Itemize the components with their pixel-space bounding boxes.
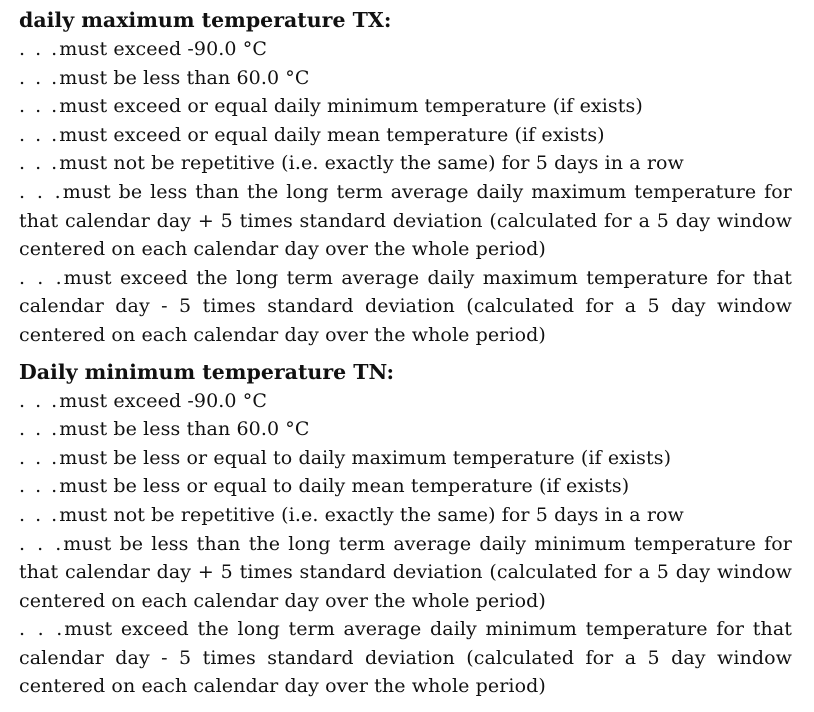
rule-item <box>19 415 792 444</box>
rule-text: must exceed or equal daily minimum temperature (if exists) <box>59 95 643 118</box>
rule-item <box>19 387 792 416</box>
ellipsis: . . . <box>19 618 65 641</box>
rule-item <box>19 92 792 121</box>
ellipsis: . . . <box>19 418 60 441</box>
rule-item <box>19 64 792 93</box>
ellipsis: . . . <box>19 180 63 203</box>
rule-text: must not be repetitive (i.e. exactly the same) for 5 days in a row <box>59 503 684 526</box>
ellipsis: . . . <box>19 38 60 60</box>
rule-text: must not be repetitive (i.e. exactly the same) for 5 days in a row <box>59 152 684 175</box>
ellipsis: . . . <box>19 66 60 89</box>
ellipsis: . . . <box>19 152 60 175</box>
rule-item <box>19 501 792 530</box>
rule-item <box>19 178 792 264</box>
rule-text: must be less than the long term average daily maximum temperature for that calendar day + 5 times standard deviation (calculated for a 5 day window centered on each calendar day over the whole period) <box>19 180 792 261</box>
rule-item <box>19 444 792 473</box>
rule-text: must exceed or equal daily mean temperature (if exists) <box>59 123 605 146</box>
rule-text: must be less than 60.0 °C <box>59 66 310 89</box>
rule-item <box>19 35 792 64</box>
rule-text: must exceed the long term average daily maximum temperature for that calendar day - 5 times standard deviation (calculated for a 5 day window centered on each calendar day over the whole period) <box>19 266 792 346</box>
rule-item <box>19 615 792 701</box>
ellipsis: . . . <box>19 446 60 469</box>
rule-text: must be less than the long term average daily minimum temperature for that calendar day + 5 times standard deviation (calculated for a 5 day window centered on each calendar day over the whole period) <box>19 532 792 612</box>
section-tx <box>19 6 792 350</box>
ellipsis: . . . <box>19 389 60 412</box>
rule-item <box>19 530 792 616</box>
rule-text: must be less than 60.0 °C <box>59 418 310 441</box>
ellipsis: . . . <box>19 532 64 555</box>
rule-item <box>19 121 792 150</box>
section-tn <box>19 358 792 702</box>
ellipsis: . . . <box>19 475 60 498</box>
rule-item <box>19 472 792 501</box>
rule-text: must exceed the long term average daily minimum temperature for that calendar day - 5 times standard deviation (calculated for a 5 day window centered on each calendar day over the whole period) <box>19 618 792 698</box>
section-heading-tn: Daily minimum temperature TN: <box>19 359 395 384</box>
rule-text: must be less or equal to daily maximum temperature (if exists) <box>59 446 672 469</box>
rule-text: must exceed -90.0 °C <box>59 38 267 60</box>
ellipsis: . . . <box>19 123 60 146</box>
rule-item <box>19 264 792 350</box>
ellipsis: . . . <box>19 266 64 289</box>
ellipsis: . . . <box>19 95 60 118</box>
rule-text: must exceed -90.0 °C <box>59 389 267 412</box>
rule-item <box>19 149 792 178</box>
ellipsis: . . . <box>19 503 60 526</box>
section-heading-tx: daily maximum temperature TX: <box>19 8 392 32</box>
rule-text: must be less or equal to daily mean temperature (if exists) <box>59 475 630 498</box>
